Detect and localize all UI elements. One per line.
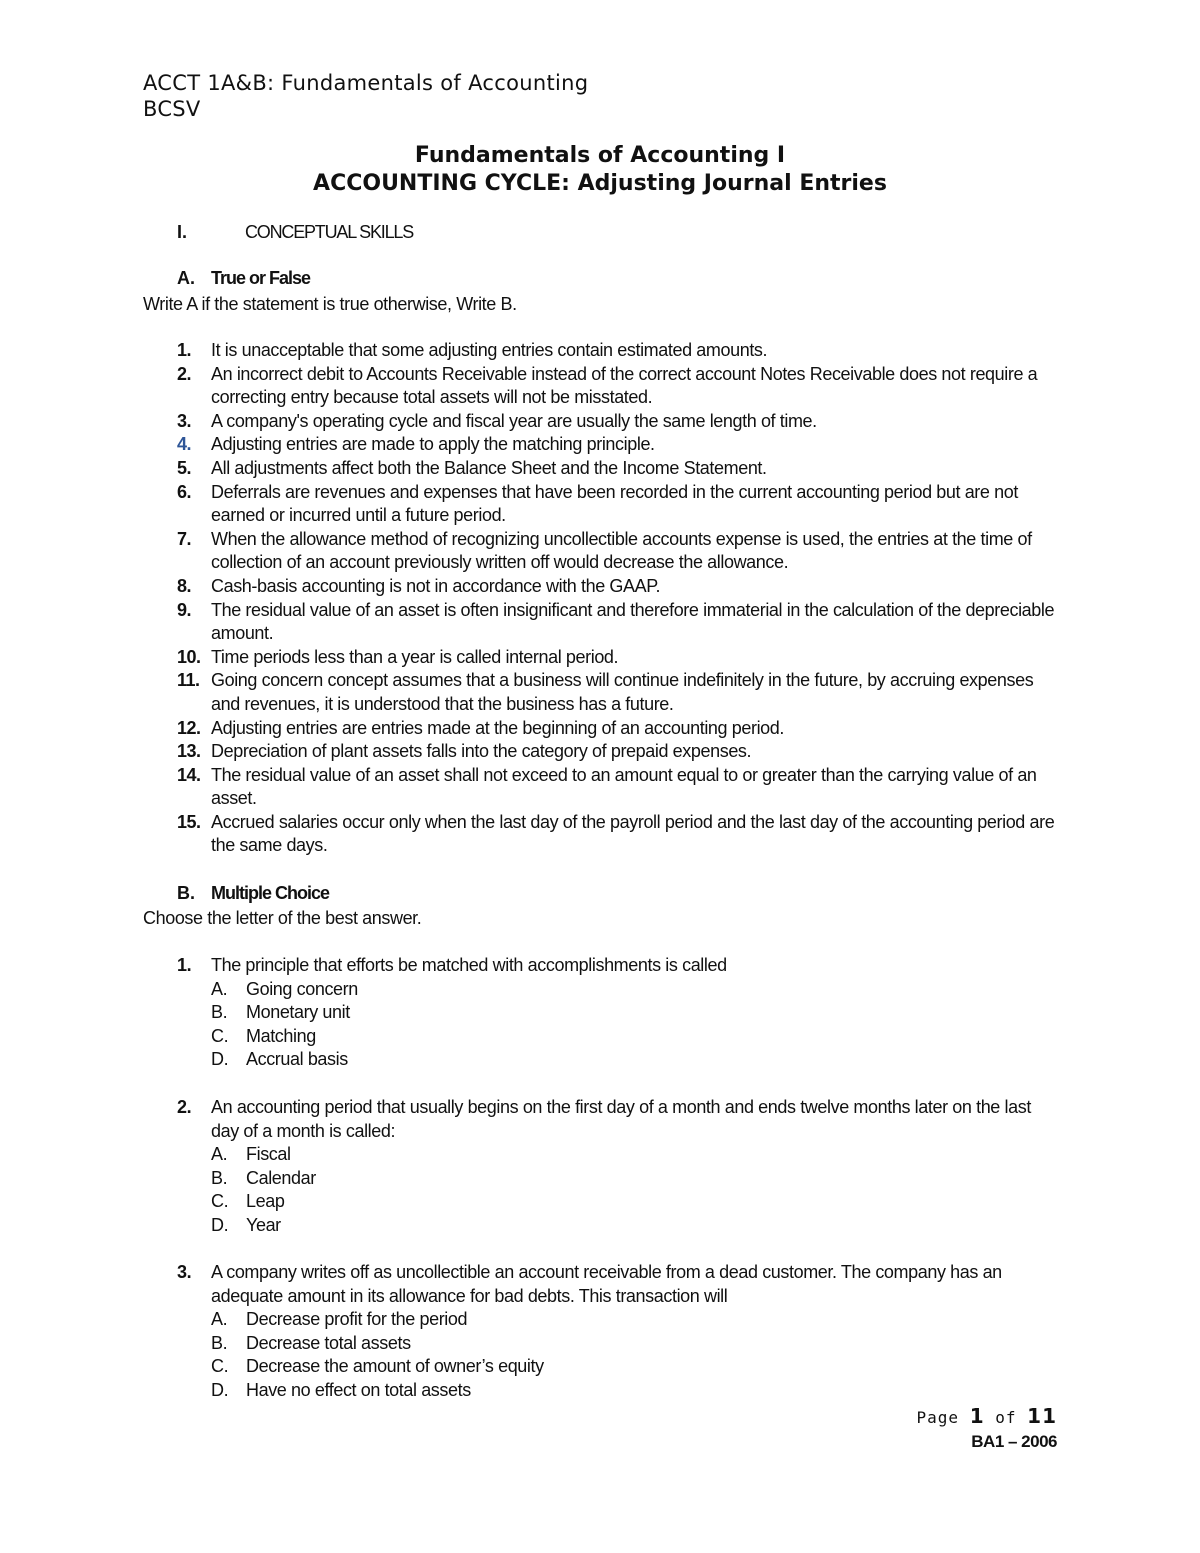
option-text: Decrease the amount of owner’s equity [246,1356,544,1377]
answer-option [211,1190,1057,1214]
page-total: 11 [1027,1404,1057,1428]
option-letter: D. [211,1379,229,1400]
item-number: 11. [177,670,200,691]
question-stem [177,954,1057,978]
true-false-list [177,339,1057,858]
document-title [0,142,1200,198]
option-letter: B. [211,1332,228,1353]
true-false-item [177,528,1057,575]
option-text: Accrual basis [246,1049,348,1070]
item-text: Deferrals are revenues and expenses that have been recorded in the current accounting period but are not earned or incurred until a future period. [211,481,1018,526]
item-text: Time periods less than a year is called internal period. [211,646,619,667]
option-letter: B. [211,1167,228,1188]
answer-option [211,1332,1057,1356]
option-text: Fiscal [246,1144,291,1165]
option-text: Matching [246,1025,316,1046]
option-letter: D. [211,1214,229,1235]
item-number: 1. [177,340,192,360]
answer-options [177,1143,1057,1237]
item-number: 6. [177,481,192,502]
item-number: 12. [177,717,201,738]
answer-option [211,1025,1057,1049]
item-number: 4. [177,434,192,455]
answer-option [211,1001,1057,1025]
title-line-1: Fundamentals of Accounting I [414,143,786,168]
answer-option [211,1048,1057,1072]
option-letter: D. [211,1049,229,1070]
question-number: 1. [177,955,192,975]
option-text: Have no effect on total assets [246,1379,471,1400]
mc-question [177,1261,1057,1403]
answer-options [177,1308,1057,1402]
option-text: Leap [246,1191,285,1212]
true-false-item [177,599,1057,646]
page-word: Page [916,1408,960,1427]
true-false-item [177,339,1057,363]
item-text: Accrued salaries occur only when the last day of the payroll period and the last day of the accounting period are the same days. [211,811,1055,856]
page-number [917,1404,1057,1428]
of-word: of [995,1408,1017,1427]
question-text: The principle that efforts be matched with accomplishments is called [211,955,727,975]
item-number: 5. [177,457,192,478]
question-number: 2. [177,1097,192,1117]
true-false-item [177,363,1057,410]
answer-options [177,978,1057,1072]
item-text: An incorrect debit to Accounts Receivable instead of the correct account Notes Receivable does not require a correcting entry because total assets will not be misstated. [211,363,1038,408]
item-text: The residual value of an asset is often insignificant and therefore immaterial in the calculation of the depreciable amount. [211,599,1055,644]
answer-option [211,1214,1057,1238]
item-text: Depreciation of plant assets falls into the category of prepaid expenses. [211,741,752,762]
true-false-item [177,669,1057,716]
option-letter: B. [211,1002,228,1023]
item-number: 2. [177,363,192,384]
part-b-letter: B. [177,883,195,903]
true-false-item [177,646,1057,670]
item-text: Adjusting entries are made to apply the matching principle. [211,434,655,455]
answer-option [211,1167,1057,1191]
option-text: Calendar [246,1167,316,1188]
option-letter: A. [211,978,228,999]
option-text: Decrease total assets [246,1332,411,1353]
true-false-item [177,764,1057,811]
answer-option [211,1308,1057,1332]
true-false-item [177,811,1057,858]
answer-option [211,1379,1057,1403]
mc-question [177,1096,1057,1238]
item-number: 13. [177,741,201,762]
true-false-item [177,717,1057,741]
title-line-2: ACCOUNTING CYCLE: Adjusting Journal Entries [313,171,887,196]
course-name: ACCT 1A&B: Fundamentals of Accounting [143,71,589,95]
option-letter: A. [211,1144,228,1165]
question-text: An accounting period that usually begins on the first day of a month and ends twelve months later on the last day of a month is called: [211,1097,1031,1141]
item-text: The residual value of an asset shall not exceed to an amount equal to or greater than the carrying value of an asset. [211,764,1037,809]
part-a-letter: A. [177,268,195,288]
part-b-instructions: Choose the letter of the best answer. [143,908,422,928]
page-current: 1 [969,1404,985,1428]
true-false-item [177,433,1057,457]
section-number: I. [177,222,188,242]
document-code: BA1 – 2006 [971,1432,1057,1451]
item-text: It is unacceptable that some adjusting entries contain estimated amounts. [211,340,768,360]
part-b-title: Multiple Choice [211,883,330,903]
document-header [143,70,588,122]
option-text: Year [246,1214,281,1235]
part-a-heading [177,268,310,289]
option-letter: A. [211,1309,228,1330]
answer-option [211,978,1057,1002]
item-text: Going concern concept assumes that a business will continue indefinitely in the future, by accruing expenses and revenues, it is understood that the business has a future. [211,670,1034,714]
true-false-item [177,575,1057,599]
item-number: 10. [177,646,201,667]
question-text: A company writes off as uncollectible an account receivable from a dead customer. The company has an adequate amount in its allowance for bad debts. This transaction will [211,1262,1002,1306]
item-text: All adjustments affect both the Balance Sheet and the Income Statement. [211,457,767,478]
question-stem [177,1096,1057,1143]
item-text: When the allowance method of recognizing uncollectible accounts expense is used, the entries at the time of collection of an account previously written off would decrease the allowance. [211,528,1032,573]
item-number: 3. [177,410,192,431]
item-text: A company's operating cycle and fiscal year are usually the same length of time. [211,410,817,431]
option-text: Monetary unit [246,1002,350,1023]
part-b-heading [177,883,329,904]
item-number: 15. [177,811,201,832]
true-false-item [177,457,1057,481]
item-number: 8. [177,575,192,596]
item-number: 7. [177,528,192,549]
question-stem [177,1261,1057,1308]
option-text: Decrease profit for the period [246,1309,468,1330]
item-text: Adjusting entries are entries made at the beginning of an accounting period. [211,717,784,738]
organization-name: BCSV [143,97,201,121]
section-heading [177,222,413,243]
true-false-item [177,740,1057,764]
true-false-item [177,481,1057,528]
item-number: 14. [177,764,201,785]
item-text: Cash-basis accounting is not in accordance with the GAAP. [211,575,661,596]
option-text: Going concern [246,978,358,999]
question-number: 3. [177,1262,192,1282]
true-false-item [177,410,1057,434]
mc-question [177,954,1057,1072]
part-a-title: True or False [211,268,311,288]
section-title: CONCEPTUAL SKILLS [245,222,413,242]
option-letter: C. [211,1356,229,1377]
part-a-instructions: Write A if the statement is true otherwise, Write B. [143,294,517,314]
option-letter: C. [211,1025,229,1046]
option-letter: C. [211,1191,229,1212]
item-number: 9. [177,599,192,620]
answer-option [211,1143,1057,1167]
answer-option [211,1355,1057,1379]
